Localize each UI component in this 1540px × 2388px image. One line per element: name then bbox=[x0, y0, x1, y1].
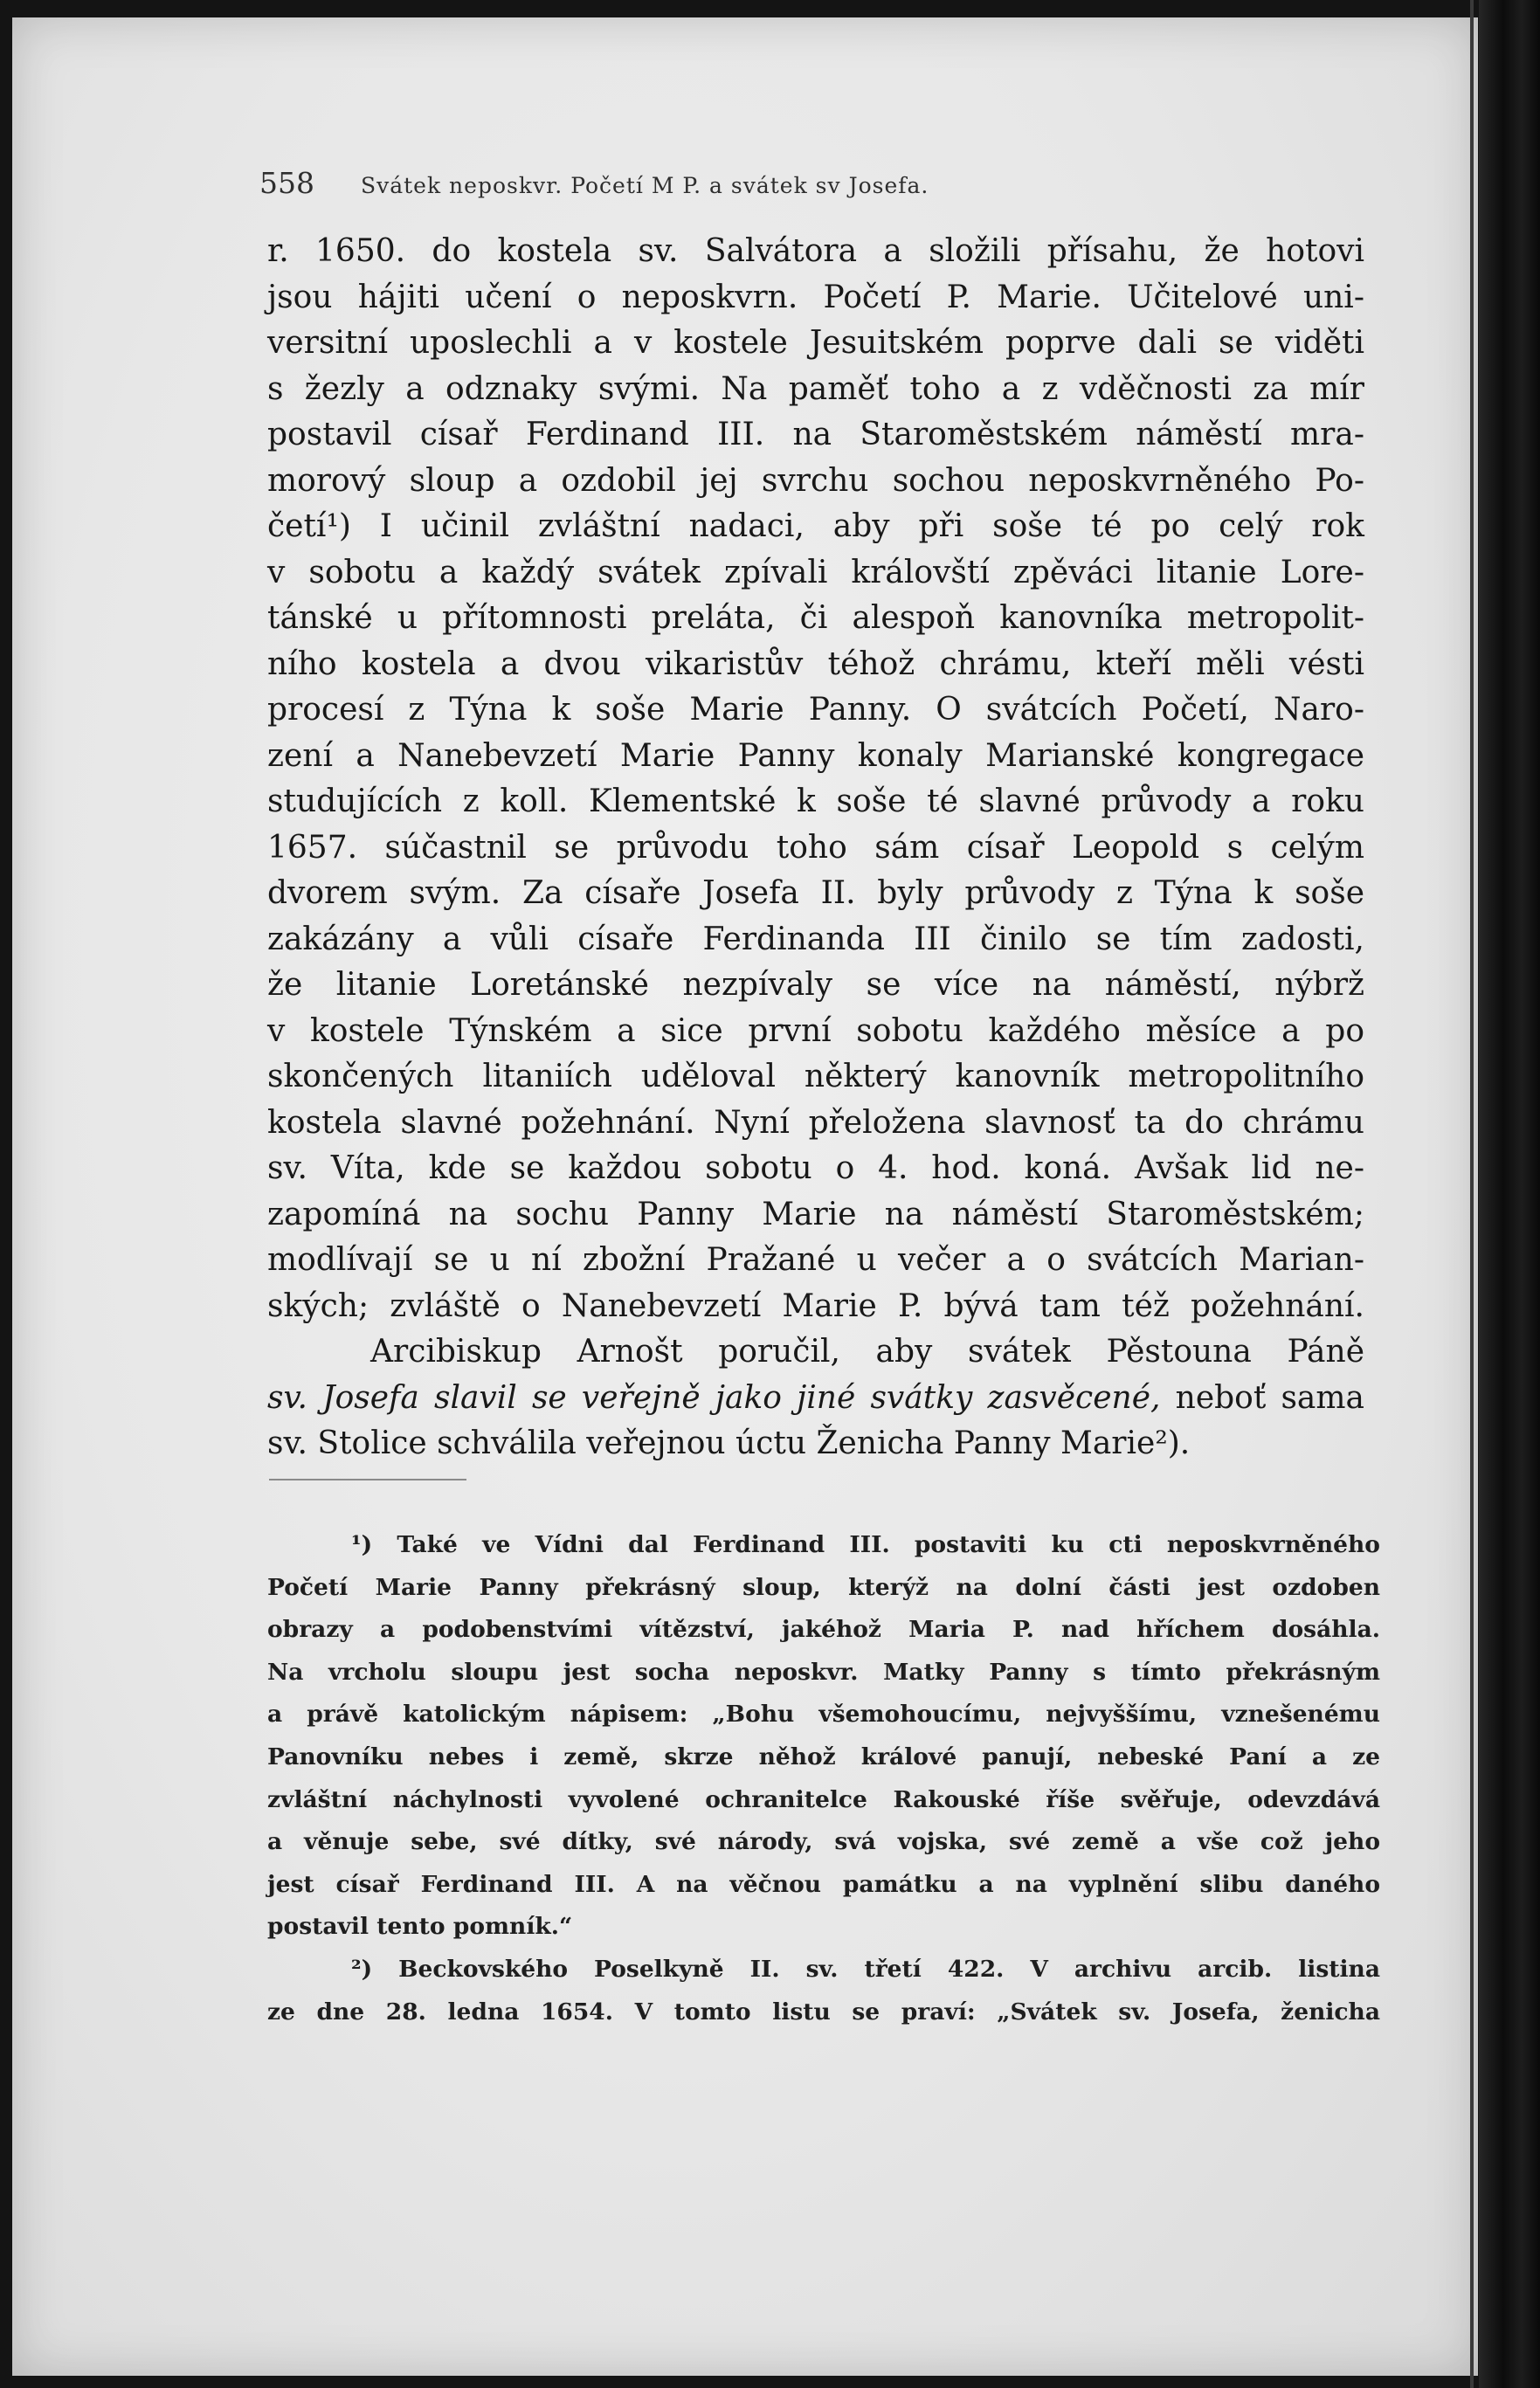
footnote-line: postavil tento pomník.“ bbox=[267, 1913, 573, 1941]
footnote-line: obrazy a podobenstvími vítězství, jakéhož Maria P. nad hříchem dosáhla. bbox=[267, 1616, 1380, 1644]
footnote-line: ²) Beckovského Poselkyně II. sv. třetí 422. V archivu arcib. listina bbox=[351, 1955, 1380, 1983]
footnote-line: Na vrcholu sloupu jest socha neposkvr. Matky Panny s tímto překrásným bbox=[267, 1658, 1380, 1686]
text-line: že litanie Loretánské nezpívaly se více na náměstí, nýbrž bbox=[267, 967, 1364, 1003]
text-fragment: neboť sama bbox=[1160, 1379, 1364, 1416]
text-line-mixed bbox=[267, 1376, 1364, 1422]
page-number: 558 bbox=[259, 166, 314, 200]
footnote-line: ze dne 28. ledna 1654. V tomto listu se praví: „Svátek sv. Josefa, ženicha bbox=[267, 1998, 1380, 2026]
text-line: skončených litaniích uděloval některý kanovník metropolitního bbox=[267, 1059, 1364, 1094]
text-line: v kostele Týnském a sice první sobotu každého měsíce a po bbox=[267, 1012, 1364, 1049]
text-line: ských; zvláště o Nanebevzetí Marie P. bývá tam též požehnání. bbox=[267, 1287, 1364, 1324]
footnote-line: jest císař Ferdinand III. A na věčnou památku a na vyplnění slibu daného bbox=[267, 1870, 1380, 1898]
text-line: modlívají se u ní zbožní Pražané u večer a o svátcích Marian- bbox=[267, 1242, 1364, 1278]
footnote-divider bbox=[269, 1479, 466, 1480]
text-line: sv. Stolice schválila veřejnou úctu Ženicha Panny Marie²). bbox=[267, 1425, 1191, 1461]
footnote-line: a právě katolickým nápisem: „Bohu všemohoucímu, nejvyššímu, vznešenému bbox=[267, 1701, 1380, 1729]
main-text bbox=[267, 229, 1364, 1467]
text-line: dvorem svým. Za císaře Josefa II. byly průvody z Týna k soše bbox=[267, 875, 1364, 911]
text-line: 1657. súčastnil se průvodu toho sám císař Leopold s celým bbox=[267, 829, 1364, 866]
text-line: versitní uposlechli a v kostele Jesuitském poprve dali se viděti bbox=[267, 325, 1364, 361]
footnote-line: Panovníku nebes i země, skrze něhož králové panují, nebeské Paní a ze bbox=[267, 1743, 1380, 1770]
text-line: v sobotu a každý svátek zpívali královští zpěváci litanie Lore- bbox=[267, 554, 1364, 590]
text-line: s žezly a odznaky svými. Na paměť toho a z vděčnosti za mír bbox=[267, 370, 1364, 407]
text-line: procesí z Týna k soše Marie Panny. O svátcích Početí, Naro- bbox=[267, 692, 1364, 728]
text-line: ního kostela a dvou vikaristův téhož chrámu, kteří měli vésti bbox=[267, 645, 1364, 682]
italic-phrase: sv. Josefa slavil se veřejně jako jiné svátky zasvěcené, bbox=[267, 1379, 1161, 1416]
text-line: morový sloup a ozdobil jej svrchu sochou neposkvrněného Po- bbox=[267, 462, 1364, 499]
text-line: r. 1650. do kostela sv. Salvátora a složili přísahu, že hotovi bbox=[267, 233, 1364, 269]
text-line: zapomíná na sochu Panny Marie na náměstí Staroměstském; bbox=[267, 1196, 1364, 1232]
footnote-line: zvláštní náchylnosti vyvolené ochranitelce Rakouské říše svěřuje, odevzdává bbox=[267, 1785, 1380, 1813]
text-line: četí¹) I učinil zvláštní nadaci, aby při soše té po celý rok bbox=[267, 508, 1364, 544]
running-header bbox=[259, 166, 1395, 200]
text-line: zení a Nanebevzetí Marie Panny konaly Marianské kongregace bbox=[267, 737, 1364, 774]
text-line: jsou hájiti učení o neposkvrn. Početí P. Marie. Učitelové uni- bbox=[267, 279, 1364, 315]
text-line: tánské u přítomnosti preláta, či alespoň kanovníka metropolit- bbox=[267, 600, 1364, 636]
text-line: kostela slavné požehnání. Nyní přeložena slavnosť ta do chrámu bbox=[267, 1104, 1364, 1141]
footnote-line: a věnuje sebe, své dítky, své národy, svá vojska, své země a vše což jeho bbox=[267, 1828, 1380, 1856]
book-binding bbox=[1479, 0, 1540, 2388]
paragraph-start-line: Arcibiskup Arnošt poručil, aby svátek Pěstouna Páně bbox=[370, 1334, 1364, 1370]
text-line: studujících z koll. Klementské k soše té slavné průvody a roku bbox=[267, 783, 1364, 819]
text-line: zakázány a vůli císaře Ferdinanda III činilo se tím zadosti, bbox=[267, 921, 1364, 957]
footnote-line: Početí Marie Panny překrásný sloup, kterýž na dolní části jest ozdoben bbox=[267, 1573, 1380, 1601]
text-line: postavil císař Ferdinand III. na Staroměstském náměstí mra- bbox=[267, 417, 1364, 452]
footnotes bbox=[267, 1524, 1380, 2033]
footnote-line: ¹) Také ve Vídni dal Ferdinand III. postaviti ku cti neposkvrněného bbox=[351, 1531, 1380, 1558]
page-edge bbox=[1470, 0, 1474, 2388]
running-title: Svátek neposkvr. Početí M P. a svátek sv Josefa. bbox=[360, 173, 929, 198]
text-line: sv. Víta, kde se každou sobotu o 4. hod. koná. Avšak lid ne- bbox=[267, 1150, 1364, 1186]
